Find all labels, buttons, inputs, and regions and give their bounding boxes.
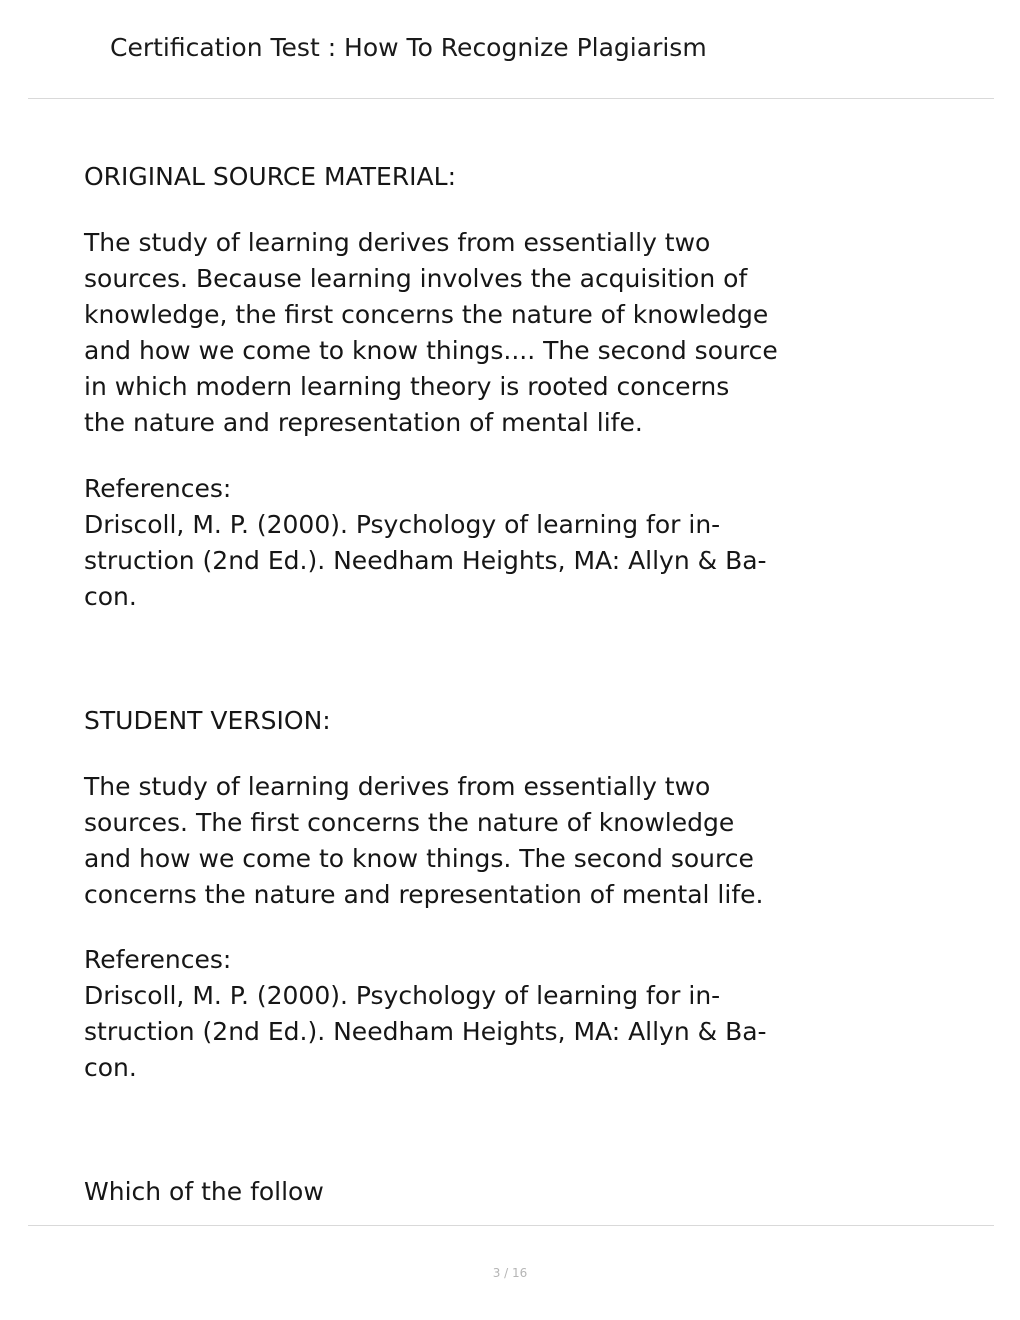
student-version-label: STUDENT VERSION: (84, 706, 331, 735)
page-title: Certification Test : How To Recognize Plagiarism (110, 33, 707, 62)
text-line: struction (2nd Ed.). Needham Heights, MA: Allyn & Ba- (84, 1017, 767, 1046)
text-line: in which modern learning theory is rooted concerns (84, 372, 730, 401)
student-references-label: References: (84, 945, 232, 974)
student-version-paragraph (84, 769, 764, 913)
text-line: struction (2nd Ed.). Needham Heights, MA: Allyn & Ba- (84, 546, 767, 575)
question-text: Which of the follow (84, 1177, 324, 1206)
text-line: knowledge, the first concerns the nature of knowledge (84, 300, 769, 329)
original-source-label: ORIGINAL SOURCE MATERIAL: (84, 162, 457, 191)
text-line: Driscoll, M. P. (2000). Psychology of learning for in- (84, 510, 721, 539)
text-line: the nature and representation of mental life. (84, 408, 643, 437)
text-line: and how we come to know things.... The second source (84, 336, 778, 365)
header-divider (28, 98, 994, 99)
original-references-label: References: (84, 474, 232, 503)
text-line: sources. Because learning involves the acquisition of (84, 264, 748, 293)
text-line: concerns the nature and representation of mental life. (84, 880, 764, 909)
original-reference-citation (84, 507, 767, 615)
footer-divider (28, 1225, 994, 1226)
text-line: Driscoll, M. P. (2000). Psychology of learning for in- (84, 981, 721, 1010)
original-source-paragraph (84, 225, 778, 441)
text-line: con. (84, 1053, 137, 1082)
page-header (0, 0, 1020, 99)
text-line: and how we come to know things. The second source (84, 844, 754, 873)
text-line: con. (84, 582, 137, 611)
text-line: The study of learning derives from essentially two (84, 772, 711, 801)
text-line: The study of learning derives from essentially two (84, 228, 711, 257)
text-line: sources. The first concerns the nature of knowledge (84, 808, 735, 837)
page-number: 3 / 16 (492, 1266, 528, 1280)
student-reference-citation (84, 978, 767, 1086)
